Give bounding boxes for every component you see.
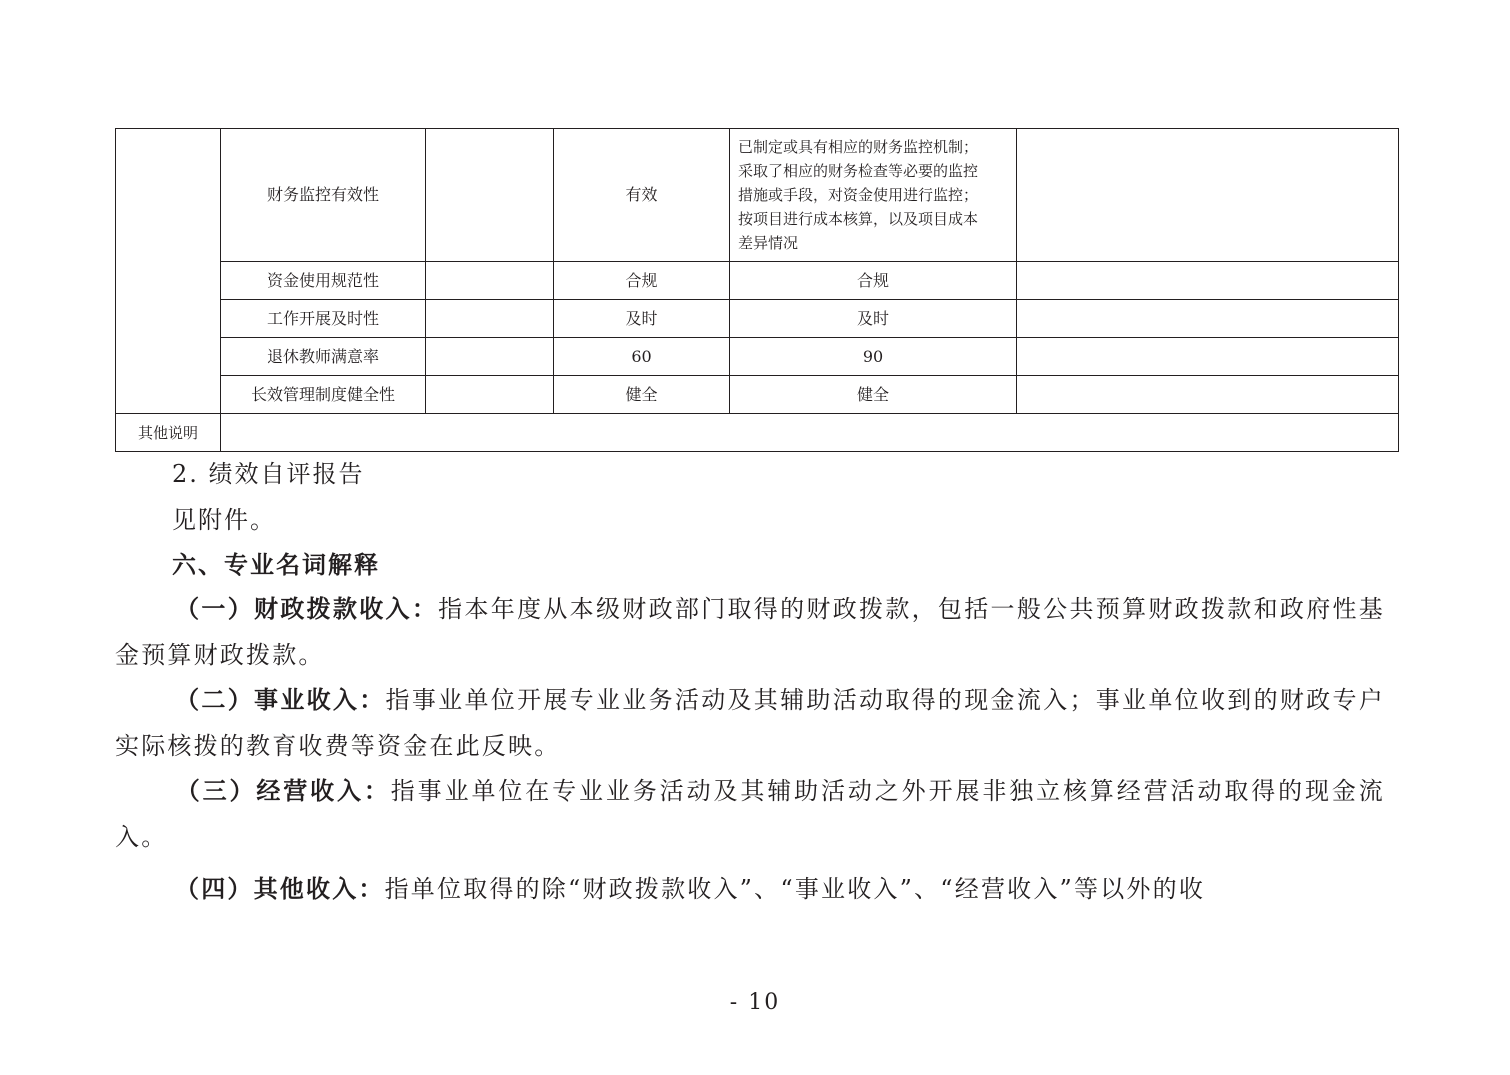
term-text: 指事业单位在专业业务活动及其辅助活动之外开展非独立核算经营活动取得的现金流入。 bbox=[115, 777, 1385, 851]
table-cell bbox=[1017, 338, 1399, 376]
actual-cell: 合规 bbox=[730, 262, 1017, 300]
section-body: 见附件。 bbox=[172, 506, 276, 534]
target-cell: 有效 bbox=[554, 129, 730, 262]
table-row bbox=[116, 414, 1399, 452]
table-cell bbox=[426, 338, 554, 376]
target-cell: 合规 bbox=[554, 262, 730, 300]
indicator-cell: 长效管理制度健全性 bbox=[221, 376, 426, 414]
table-cell bbox=[1017, 300, 1399, 338]
table-row bbox=[116, 376, 1399, 414]
term-text: 指本年度从本级财政部门取得的财政拨款，包括一般公共预算财政拨款和政府性基金预算财政拨款。 bbox=[115, 595, 1386, 669]
term-paragraph bbox=[115, 866, 1385, 912]
target-cell: 60 bbox=[554, 338, 730, 376]
target-cell: 健全 bbox=[554, 376, 730, 414]
section-title: 2. 绩效自评报告 bbox=[172, 460, 365, 488]
table-cell bbox=[426, 376, 554, 414]
section-heading: 六、专业名词解释 bbox=[172, 551, 380, 579]
term-paragraph bbox=[115, 677, 1385, 769]
actual-line: 差异情况 bbox=[738, 234, 799, 252]
term-label: （四）其他收入： bbox=[175, 875, 385, 903]
actual-cell bbox=[730, 129, 1017, 262]
term-label: （三）经营收入： bbox=[175, 777, 391, 805]
other-notes-value bbox=[221, 414, 1399, 452]
actual-line: 已制定或具有相应的财务监控机制； bbox=[738, 138, 979, 156]
term-text: 指事业单位开展专业业务活动及其辅助活动取得的现金流入；事业单位收到的财政专户实际核拨的教育收费等资金在此反映。 bbox=[115, 686, 1385, 760]
term-paragraph bbox=[115, 586, 1385, 678]
performance-table bbox=[115, 128, 1399, 452]
term-label: （二）事业收入： bbox=[175, 686, 386, 714]
table-row bbox=[116, 300, 1399, 338]
actual-line: 采取了相应的财务检查等必要的监控 bbox=[738, 162, 979, 180]
table-cell bbox=[426, 300, 554, 338]
table-cell bbox=[1017, 376, 1399, 414]
actual-line: 措施或手段，对资金使用进行监控； bbox=[738, 186, 979, 204]
table-cell bbox=[1017, 262, 1399, 300]
indicator-cell: 退休教师满意率 bbox=[221, 338, 426, 376]
other-notes-label: 其他说明 bbox=[116, 414, 221, 452]
page-number: - 10 bbox=[729, 990, 781, 1015]
indicator-cell: 资金使用规范性 bbox=[221, 262, 426, 300]
indicator-cell: 工作开展及时性 bbox=[221, 300, 426, 338]
table-row bbox=[116, 338, 1399, 376]
table-cell bbox=[426, 262, 554, 300]
table-cell bbox=[426, 129, 554, 262]
table-cell bbox=[116, 129, 221, 414]
actual-cell: 及时 bbox=[730, 300, 1017, 338]
table-cell bbox=[1017, 129, 1399, 262]
table-row bbox=[116, 129, 1399, 262]
term-label: （一）财政拨款收入： bbox=[175, 595, 439, 623]
actual-cell: 健全 bbox=[730, 376, 1017, 414]
term-paragraph bbox=[115, 768, 1385, 860]
table-row bbox=[116, 262, 1399, 300]
actual-cell: 90 bbox=[730, 338, 1017, 376]
term-text: 指单位取得的除“财政拨款收入”、“事业收入”、“经营收入”等以外的收 bbox=[384, 875, 1206, 903]
indicator-cell: 财务监控有效性 bbox=[221, 129, 426, 262]
actual-line: 按项目进行成本核算，以及项目成本 bbox=[738, 210, 979, 228]
target-cell: 及时 bbox=[554, 300, 730, 338]
